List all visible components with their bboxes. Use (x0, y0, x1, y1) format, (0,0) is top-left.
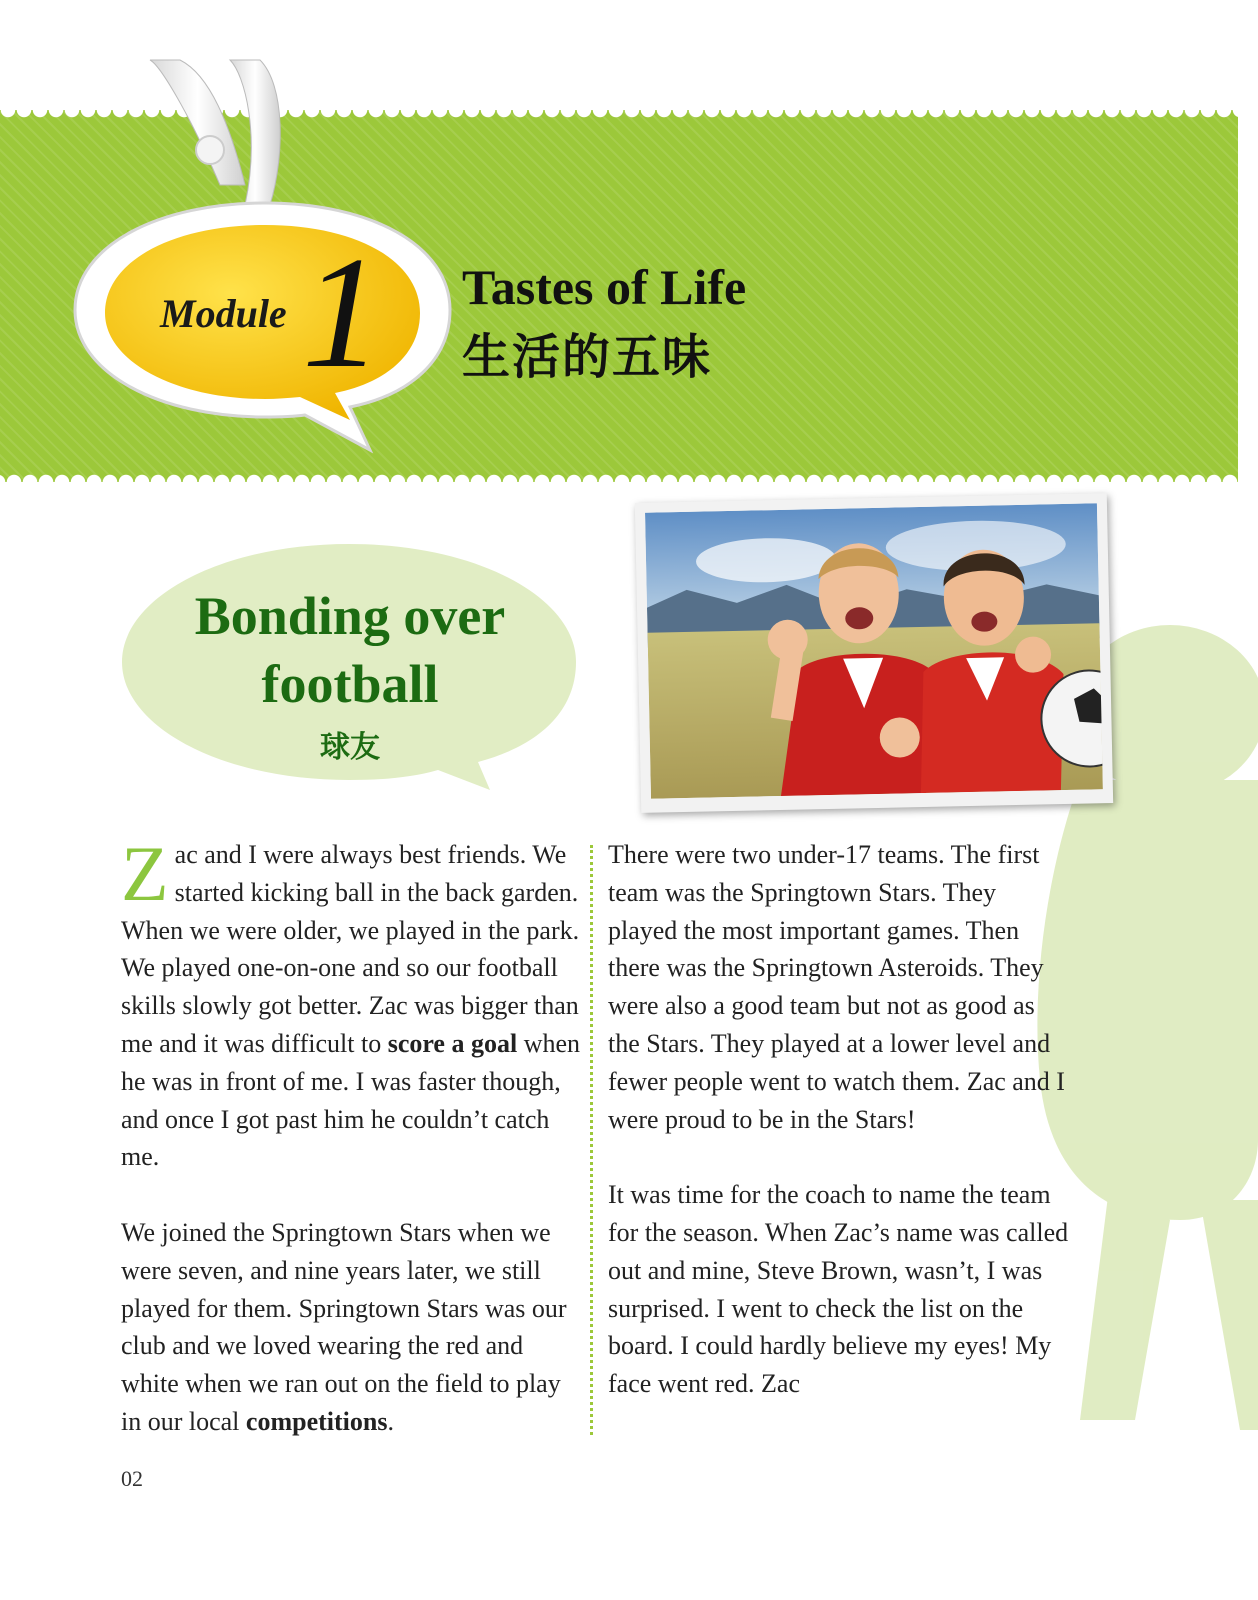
page-number: 02 (121, 1466, 143, 1491)
left-p1-tail: when he was in front of me. I was faster though, and once I got past him he couldn’t catch me. (121, 1028, 581, 1172)
left-p2-text: We joined the Springtown Stars when we were seven, and nine years later, we still played for them. Springtown Stars was our club and we loved wearing the red and white when we ran out on the field to play in our local (121, 1217, 567, 1436)
left-p1-keyword: score a goal (387, 1028, 518, 1058)
article-subtitle-zh: 球友 (320, 730, 380, 765)
module-label: Module (160, 291, 287, 336)
module-tag-icon (70, 55, 460, 455)
drop-cap: Z (121, 830, 169, 917)
module-title-zh: 生活的五味 (462, 329, 713, 385)
right-paragraph-1: There were two under-17 teams. The first team was the Springtown Stars. They played the most important games. Then there was the Springtown Asteroids. They were also a good team but not as good as the Stars. They played at a lower level and fewer people went to watch them. Zac and I were proud to be in the Stars! (608, 840, 1065, 1134)
article-column-left (121, 830, 583, 1441)
article-title (140, 582, 560, 718)
article-column-right (608, 836, 1070, 1403)
photo-frame (635, 493, 1113, 813)
module-title-en: Tastes of Life (462, 259, 747, 315)
left-p2-keyword: competitions (245, 1406, 388, 1436)
scallop-edge-bottom (0, 466, 1238, 482)
left-p1-text: ac and I were always best friends. We started kicking ball in the back garden. When we were older, we played in the park. We played one-on-one and so our football skills slowly got better. Zac was bigger than me and it was difficult to (121, 840, 580, 1058)
two-boys-football-photo-icon (645, 503, 1103, 798)
column-divider (590, 845, 593, 1435)
left-paragraph-2 (121, 1214, 583, 1441)
module-number: 1 (302, 223, 382, 401)
right-paragraph-2: It was time for the coach to name the team for the season. When Zac’s name was called out and mine, Steve Brown, wasn’t, I was surprised. I went to check the list on the board. I could hardly believe my eyes! My face went red. Zac (608, 1180, 1069, 1399)
article-title-line2: football (261, 654, 439, 714)
left-paragraph-1 (121, 830, 583, 1176)
article-title-line1: Bonding over (194, 586, 506, 646)
left-p2-tail: . (387, 1406, 394, 1436)
